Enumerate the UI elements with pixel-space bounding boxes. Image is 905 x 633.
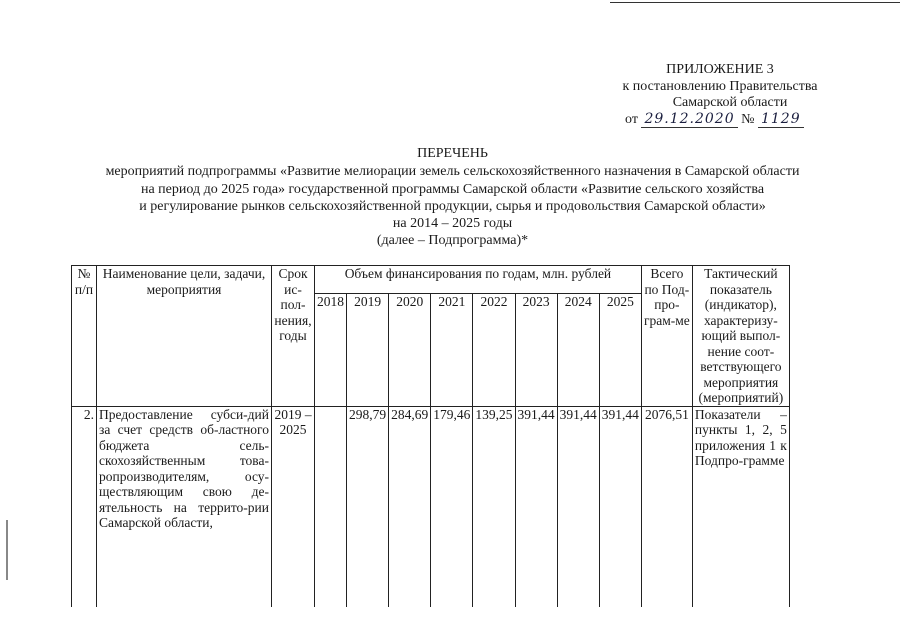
number-sign: № [741,112,755,127]
title-line: (далее – Подпрограмма)* [376,233,529,248]
row-value: 284,69 [389,406,431,607]
header-year: 2022 [473,293,515,406]
row-value [315,406,347,607]
row-value: 391,44 [557,406,599,607]
row-total: 2076,51 [641,406,692,607]
title-line: и регулирование рынков сельскохозяйственной продукции, сырья и продовольствия Самарской области» [139,199,766,214]
header-year: 2025 [599,293,641,406]
title-line: на 2014 – 2025 годы [392,216,513,231]
header-term: Срок ис-пол-нения, годы [272,266,315,407]
binding-edge-mark [6,520,8,580]
handwritten-number: 1129 [758,111,804,128]
row-value: 391,44 [515,406,557,607]
header-total: Всего по Под-про-грам-ме [641,266,692,407]
row-value: 179,46 [431,406,473,607]
appendix-date-prefix: от [625,112,638,127]
header-year: 2019 [347,293,389,406]
title-line: мероприятий подпрограммы «Развитие мелиорации земель сельскохозяйственного назначения в Самарской области [105,164,800,179]
handwritten-date: 29.12.2020 [641,111,737,128]
appendix-label: ПРИЛОЖЕНИЕ 3 [666,62,774,77]
measures-table [71,265,790,607]
row-indicator: Показатели – пункты 1, 2, 5 приложения 1 к Подпро-грамме [692,406,789,607]
header-num: № п/п [72,266,97,407]
header-year: 2018 [315,293,347,406]
header-year: 2020 [389,293,431,406]
appendix-date-line [625,111,845,128]
document-heading: ПЕРЕЧЕНЬ [417,146,488,161]
header-name: Наименование цели, задачи, мероприятия [97,266,272,407]
row-value: 139,25 [473,406,515,607]
top-edge-line [610,2,900,3]
header-year: 2024 [557,293,599,406]
header-indicator: Тактический показатель (индикатор), характеризу-ющий выпол-нение соот-ветствующего мероприятия (мероприятий) [692,266,789,407]
table-header-row [72,266,790,294]
table-row [72,406,790,607]
appendix-region: Самарской области [672,95,788,110]
row-num: 2. [72,406,97,607]
row-term: 2019 – 2025 [272,406,315,607]
appendix-resolution: к постановлению Правительства [622,79,818,94]
row-name: Предоставление субси-дий за счет средств об-ластного бюджета сель-скохозяйственным това-ропроизводителям, осу-ществляющим свою де-ятельность на террито-рии Самарской области, [97,406,272,607]
row-value: 391,44 [599,406,641,607]
header-year: 2021 [431,293,473,406]
header-year: 2023 [515,293,557,406]
title-line: на период до 2025 года» государственной программы Самарской области «Развитие сельского хозяйства [140,182,765,197]
header-funding-group: Объем финансирования по годам, млн. рублей [315,266,642,294]
row-value: 298,79 [347,406,389,607]
